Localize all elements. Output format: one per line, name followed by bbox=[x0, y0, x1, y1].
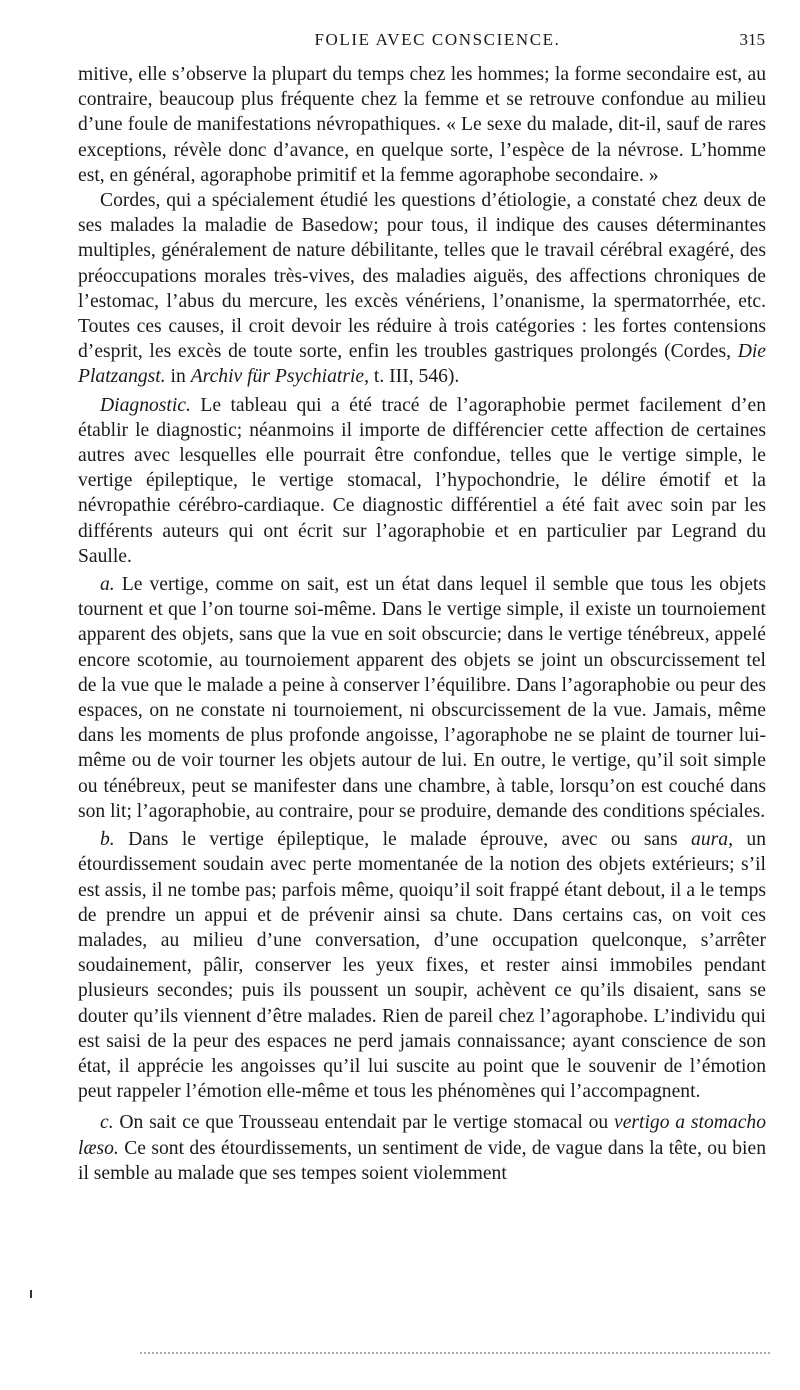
paragraph-text: Ce sont des étourdissements, un sentiment de vide, de vague dans la tête, ou bien il semble au malade que ses tempes soient violemment bbox=[78, 1137, 766, 1184]
paragraph-text: in bbox=[170, 366, 186, 388]
paragraph-diagnostic bbox=[78, 393, 766, 569]
citation-journal: Archiv für Psychiatrie, bbox=[190, 366, 369, 388]
margin-mark bbox=[30, 1290, 32, 1298]
item-letter: a. bbox=[100, 574, 115, 596]
paragraph-text: un étourdissement soudain avec perte momentanée de la notion des objets extérieurs; s’il est assis, il ne tombe pas; parfois même, quoiqu’il soit frappé étant debout, il a le temps de prendre un appui et de prévenir ainsi sa chute. Dans certains cas, on voit ces malades, au milieu d’une conversation, d’une occupation quelconque, s’arrêter soudainement, pâlir, conserver les yeux fixes, et rester ainsi immobiles pendant plusieurs secondes; puis ils poussent un soupir, achèvent ce qu’ils disaient, sans se douter qu’ils viennent d’être malades. Rien de pareil chez l’agoraphobe. L’individu qui est saisi de la peur des espaces ne perd jamais connaissance; ayant conscience de son état, il apprécie les angoisses qu’il lui suscite au point que le souvenir de l’émotion peut rappeler l’émotion elle-même et tous les phénomènes qui l’accompagnent. bbox=[78, 829, 766, 1103]
paragraph-b bbox=[78, 827, 766, 1104]
italic-term: aura, bbox=[691, 829, 733, 851]
page-number: 315 bbox=[739, 30, 765, 49]
paragraph-a bbox=[78, 572, 766, 824]
paragraph-continuation bbox=[78, 62, 766, 188]
paragraph-text: Dans le vertige épileptique, le malade éprouve, avec ou sans bbox=[128, 829, 678, 851]
paragraph-text: t. III, 546). bbox=[373, 366, 460, 388]
section-lead: Diagnostic. bbox=[100, 394, 191, 416]
paragraph-text: Le tableau qui a été tracé de l’agoraphobie permet facilement d’en établir le diagnostic; néanmoins il importe de différencier cette affection de certaines autres avec lesquelles elle pourrait être confondue, telles que le vertige simple, le vertige épileptique, le vertige stomacal, l’hypochondrie, le délire émotif et la névropathie cérébro-cardiaque. Ce diagnostic différentiel a été fait avec soin par les différents auteurs qui ont écrit sur l’agoraphobie et en particulier par Legrand du Saulle. bbox=[78, 394, 766, 567]
running-head bbox=[80, 30, 765, 56]
paragraph-etiology bbox=[78, 188, 766, 390]
running-title: FOLIE AVEC CONSCIENCE. bbox=[314, 30, 561, 49]
paragraph-text: Cordes, qui a spécialement étudié les questions d’étiologie, a constaté chez deux de ses malades la maladie de Basedow; pour tous, il indique des causes déterminantes multiples, généralement de nature débilitante, telles que le travail cérébral exagéré, des préoccupations morales très-vives, des maladies aiguës, des affections chroniques de l’estomac, l’abus du mercure, les excès vénériens, l’onanisme, la spermatorrhée, etc. Toutes ces causes, il croit devoir les réduire à trois catégories : les fortes contensions d’esprit, les excès de toute sorte, enfin les troubles gastriques prolongés (Cordes, bbox=[78, 190, 766, 363]
item-letter: b. bbox=[100, 829, 115, 851]
bleed-through-residue bbox=[140, 1352, 770, 1358]
paragraph-text: mitive, elle s’observe la plupart du temps chez les hommes; la forme secondaire est, au contraire, beaucoup plus fréquente chez la femme et se retrouve confondue au milieu d’une foule de manifestations névropathiques. « Le sexe du malade, dit-il, sauf de rares exceptions, révèle donc d’avance, en quelque sorte, l’espèce de la névrose. L’homme est, en général, agoraphobe primitif et la femme agoraphobe secondaire. » bbox=[78, 64, 766, 186]
body-text bbox=[78, 62, 766, 1186]
paragraph-text: On sait ce que Trousseau entendait par le vertige stomacal ou bbox=[119, 1112, 609, 1134]
paragraph-c bbox=[78, 1110, 766, 1186]
paragraph-text: Le vertige, comme on sait, est un état dans lequel il semble que tous les objets tournent et que l’on tourne soi-même. Dans le vertige simple, il existe un tournoiement apparent des objets, sans que la vue en soit obscurcie; dans le vertige ténébreux, appelé encore scotomie, au tournoiement apparent des objets se joint un obscurcissement tel de la vue que le malade a peine à conserver l’équilibre. Dans l’agoraphobie ou peur des espaces, on ne constate ni tournoiement, ni obscurcissement de la vue. Jamais, même dans les moments de plus profonde angoisse, l’agoraphobe ne se plaint de tourner lui-même ou de voir tourner les objets autour de lui. En outre, le vertige, qu’il soit simple ou ténébreux, peut se manifester dans une chambre, à table, lorsqu’on est couché dans son lit; l’agoraphobie, au contraire, pour se produire, demande des conditions spéciales. bbox=[78, 574, 766, 822]
italic-term: vertigo a stomacho læso. bbox=[78, 1112, 766, 1159]
item-letter: c. bbox=[100, 1112, 114, 1134]
citation-title: Die Platzangst. bbox=[78, 341, 766, 388]
